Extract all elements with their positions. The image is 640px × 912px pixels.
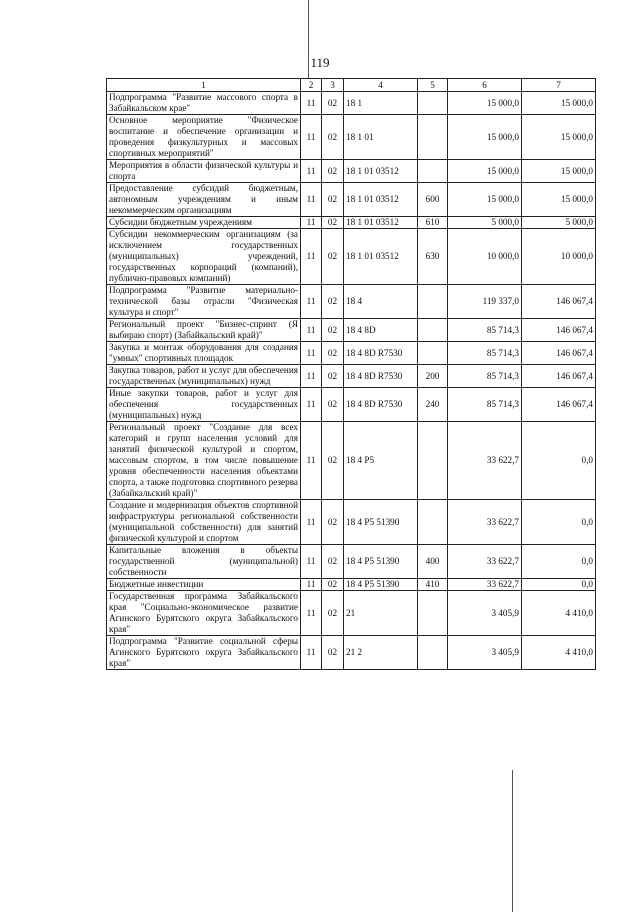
- expense-type-cell: [418, 636, 448, 670]
- section-code-cell: 11: [301, 545, 322, 579]
- amount-year2-cell: 146 067,4: [522, 285, 596, 319]
- subsection-code-cell: 02: [322, 591, 344, 636]
- section-code-cell: 11: [301, 579, 322, 591]
- table-row: [107, 217, 596, 229]
- amount-year2-cell: 10 000,0: [522, 229, 596, 285]
- target-article-cell: 21 2: [344, 636, 418, 670]
- subsection-code-cell: 02: [322, 229, 344, 285]
- amount-year1-cell: 85 714,3: [448, 342, 522, 365]
- amount-year1-cell: 15 000,0: [448, 115, 522, 160]
- subsection-code-cell: 02: [322, 160, 344, 183]
- table-row: [107, 422, 596, 500]
- row-name-cell: Государственная программа Забайкальского края "Социально-экономическое развитие Агинского Бурятского округа Забайкальского края": [107, 591, 301, 636]
- target-article-cell: 18 4 P5 51390: [344, 579, 418, 591]
- amount-year1-cell: 5 000,0: [448, 217, 522, 229]
- target-article-cell: 18 1 01 03512: [344, 229, 418, 285]
- amount-year1-cell: 33 622,7: [448, 422, 522, 500]
- target-article-cell: 18 1 01 03512: [344, 183, 418, 217]
- section-code-cell: 11: [301, 229, 322, 285]
- amount-year2-cell: 0,0: [522, 545, 596, 579]
- table-row: [107, 579, 596, 591]
- expense-type-cell: [418, 319, 448, 342]
- row-name-cell: Иные закупки товаров, работ и услуг для обеспечения государственных (муниципальных) нужд: [107, 388, 301, 422]
- table-row: [107, 636, 596, 670]
- target-article-cell: 18 4 8D: [344, 319, 418, 342]
- target-article-cell: 18 4: [344, 285, 418, 319]
- amount-year2-cell: 0,0: [522, 422, 596, 500]
- amount-year1-cell: 10 000,0: [448, 229, 522, 285]
- amount-year2-cell: 0,0: [522, 500, 596, 545]
- subsection-code-cell: 02: [322, 365, 344, 388]
- table-row: [107, 115, 596, 160]
- column-header: 3: [322, 79, 344, 92]
- amount-year1-cell: 85 714,3: [448, 319, 522, 342]
- amount-year2-cell: 146 067,4: [522, 365, 596, 388]
- row-name-cell: Субсидии некоммерческим организациям (за исключением государственных (муниципальных) учреждений, государственных корпораций (компаний), публично-правовых компаний): [107, 229, 301, 285]
- target-article-cell: 18 1 01: [344, 115, 418, 160]
- subsection-code-cell: 02: [322, 545, 344, 579]
- amount-year2-cell: 4 410,0: [522, 636, 596, 670]
- amount-year1-cell: 3 405,9: [448, 591, 522, 636]
- column-header: 4: [344, 79, 418, 92]
- expense-type-cell: 240: [418, 388, 448, 422]
- table-row: [107, 365, 596, 388]
- column-header: 7: [522, 79, 596, 92]
- column-header: 5: [418, 79, 448, 92]
- row-name-cell: Подпрограмма "Развитие массового спорта в Забайкальском крае": [107, 92, 301, 115]
- subsection-code-cell: 02: [322, 183, 344, 217]
- expense-type-cell: 600: [418, 183, 448, 217]
- row-name-cell: Бюджетные инвестиции: [107, 579, 301, 591]
- amount-year1-cell: 15 000,0: [448, 92, 522, 115]
- expense-type-cell: [418, 115, 448, 160]
- amount-year1-cell: 3 405,9: [448, 636, 522, 670]
- row-name-cell: Региональный проект "Бизнес-спринт (Я выбираю спорт) (Забайкальский край)": [107, 319, 301, 342]
- amount-year1-cell: 15 000,0: [448, 183, 522, 217]
- row-name-cell: Закупка товаров, работ и услуг для обеспечения государственных (муниципальных) нужд: [107, 365, 301, 388]
- subsection-code-cell: 02: [322, 92, 344, 115]
- expense-type-cell: 200: [418, 365, 448, 388]
- subsection-code-cell: 02: [322, 115, 344, 160]
- expense-type-cell: 400: [418, 545, 448, 579]
- section-code-cell: 11: [301, 183, 322, 217]
- target-article-cell: 18 4 P5 51390: [344, 545, 418, 579]
- expense-type-cell: [418, 92, 448, 115]
- expense-type-cell: [418, 342, 448, 365]
- amount-year2-cell: 15 000,0: [522, 115, 596, 160]
- row-name-cell: Капитальные вложения в объекты государственной (муниципальной) собственности: [107, 545, 301, 579]
- table-row: [107, 92, 596, 115]
- amount-year2-cell: 15 000,0: [522, 160, 596, 183]
- row-name-cell: Мероприятия в области физической культуры и спорта: [107, 160, 301, 183]
- column-header: 6: [448, 79, 522, 92]
- amount-year1-cell: 85 714,3: [448, 388, 522, 422]
- section-code-cell: 11: [301, 365, 322, 388]
- expense-type-cell: [418, 591, 448, 636]
- amount-year1-cell: 119 337,0: [448, 285, 522, 319]
- section-code-cell: 11: [301, 388, 322, 422]
- amount-year2-cell: 15 000,0: [522, 92, 596, 115]
- target-article-cell: 18 4 P5: [344, 422, 418, 500]
- amount-year1-cell: 33 622,7: [448, 545, 522, 579]
- expense-type-cell: 610: [418, 217, 448, 229]
- section-code-cell: 11: [301, 319, 322, 342]
- table-row: [107, 319, 596, 342]
- amount-year1-cell: 15 000,0: [448, 160, 522, 183]
- amount-year2-cell: 0,0: [522, 579, 596, 591]
- target-article-cell: 18 4 8D R7530: [344, 365, 418, 388]
- row-name-cell: Субсидии бюджетным учреждениям: [107, 217, 301, 229]
- subsection-code-cell: 02: [322, 636, 344, 670]
- expense-type-cell: [418, 500, 448, 545]
- column-header: 2: [301, 79, 322, 92]
- expense-type-cell: [418, 160, 448, 183]
- row-name-cell: Создание и модернизация объектов спортивной инфраструктуры региональной собственности (муниципальной собственности) для занятий физической культурой и спортом: [107, 500, 301, 545]
- row-name-cell: Подпрограмма "Развитие социальной сферы Агинского Бурятского округа Забайкальского края": [107, 636, 301, 670]
- expense-type-cell: [418, 285, 448, 319]
- amount-year2-cell: 146 067,4: [522, 342, 596, 365]
- target-article-cell: 21: [344, 591, 418, 636]
- table-row: [107, 545, 596, 579]
- target-article-cell: 18 4 P5 51390: [344, 500, 418, 545]
- section-code-cell: 11: [301, 92, 322, 115]
- table-row: [107, 342, 596, 365]
- expense-type-cell: 410: [418, 579, 448, 591]
- amount-year1-cell: 85 714,3: [448, 365, 522, 388]
- section-code-cell: 11: [301, 591, 322, 636]
- table-row: [107, 591, 596, 636]
- subsection-code-cell: 02: [322, 579, 344, 591]
- table-row: [107, 500, 596, 545]
- row-name-cell: Основное мероприятие "Физическое воспитание и обеспечение организации и проведения физкультурных и массовых спортивных мероприятий": [107, 115, 301, 160]
- subsection-code-cell: 02: [322, 422, 344, 500]
- page-number: 119: [310, 55, 330, 70]
- scan-artifact-line: [512, 770, 513, 912]
- amount-year1-cell: 33 622,7: [448, 579, 522, 591]
- section-code-cell: 11: [301, 422, 322, 500]
- table-row: [107, 229, 596, 285]
- section-code-cell: 11: [301, 636, 322, 670]
- amount-year1-cell: 33 622,7: [448, 500, 522, 545]
- row-name-cell: Предоставление субсидий бюджетным, автономным учреждениям и иным некоммерческим организациям: [107, 183, 301, 217]
- target-article-cell: 18 4 8D R7530: [344, 342, 418, 365]
- table-header-row: [107, 79, 596, 92]
- amount-year2-cell: 15 000,0: [522, 183, 596, 217]
- expense-type-cell: [418, 422, 448, 500]
- subsection-code-cell: 02: [322, 500, 344, 545]
- row-name-cell: Региональный проект "Создание для всех категорий и групп населения условий для занятий физической культурой и спортом, массовым спортом, в том числе повышение уровня обеспеченности населения объектами спорта, а также подготовка спортивного резерва (Забайкальский край)": [107, 422, 301, 500]
- row-name-cell: Закупка и монтаж оборудования для создания "умных" спортивных площадок: [107, 342, 301, 365]
- table-row: [107, 388, 596, 422]
- section-code-cell: 11: [301, 342, 322, 365]
- table-row: [107, 160, 596, 183]
- column-header: 1: [107, 79, 301, 92]
- target-article-cell: 18 4 8D R7530: [344, 388, 418, 422]
- section-code-cell: 11: [301, 500, 322, 545]
- subsection-code-cell: 02: [322, 388, 344, 422]
- table-row: [107, 285, 596, 319]
- subsection-code-cell: 02: [322, 285, 344, 319]
- row-name-cell: Подпрограмма "Развитие материально-технической базы отрасли "Физическая культура и спорт": [107, 285, 301, 319]
- target-article-cell: 18 1 01 03512: [344, 160, 418, 183]
- amount-year2-cell: 5 000,0: [522, 217, 596, 229]
- section-code-cell: 11: [301, 160, 322, 183]
- amount-year2-cell: 4 410,0: [522, 591, 596, 636]
- amount-year2-cell: 146 067,4: [522, 319, 596, 342]
- subsection-code-cell: 02: [322, 319, 344, 342]
- section-code-cell: 11: [301, 217, 322, 229]
- budget-table: [106, 78, 596, 670]
- expense-type-cell: 630: [418, 229, 448, 285]
- target-article-cell: 18 1: [344, 92, 418, 115]
- table-row: [107, 183, 596, 217]
- amount-year2-cell: 146 067,4: [522, 388, 596, 422]
- section-code-cell: 11: [301, 115, 322, 160]
- section-code-cell: 11: [301, 285, 322, 319]
- target-article-cell: 18 1 01 03512: [344, 217, 418, 229]
- subsection-code-cell: 02: [322, 217, 344, 229]
- subsection-code-cell: 02: [322, 342, 344, 365]
